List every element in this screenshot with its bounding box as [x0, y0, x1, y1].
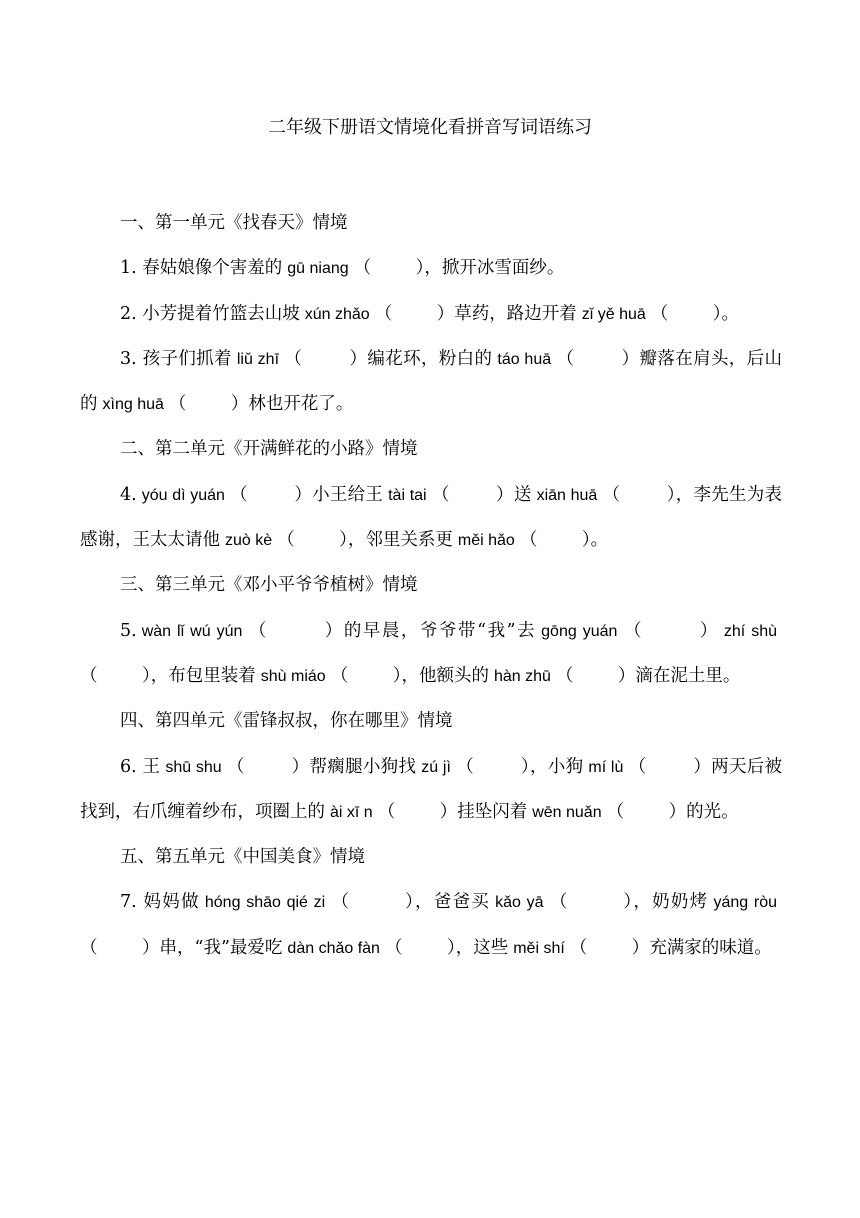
paragraph-text: ，爸爸买	[415, 892, 491, 913]
answer-blank[interactable]: （ ）	[384, 937, 456, 958]
answer-blank[interactable]: （ ）	[247, 620, 344, 641]
question-7	[80, 880, 782, 971]
paragraph-text: 四、第四单元《雷锋叔叔，你在哪里》情境	[120, 711, 453, 732]
worksheet-body	[80, 201, 782, 971]
pinyin-prompt: kǎo yā	[495, 894, 544, 912]
paragraph-text: 2. 小芳提着竹篮去山坡	[120, 303, 300, 324]
answer-blank[interactable]: （ ）	[330, 665, 402, 686]
answer-blank[interactable]: （ ）	[555, 665, 636, 686]
worksheet-title: 二年级下册语文情境化看拼音写词语练习	[268, 117, 592, 138]
pinyin-prompt: shù miáo	[260, 667, 326, 685]
pinyin-prompt: xún zhǎo	[304, 305, 370, 323]
pinyin-prompt: wēn nuǎn	[532, 803, 602, 821]
answer-blank[interactable]: （ ）	[556, 348, 640, 369]
paragraph-text: 挂坠闪着	[457, 801, 528, 822]
question-1	[80, 246, 782, 291]
answer-blank[interactable]: （ ）	[226, 756, 310, 777]
answer-blank[interactable]: （ ）	[650, 303, 722, 324]
answer-blank[interactable]: （ ）	[374, 303, 455, 324]
unit-1-heading	[80, 201, 782, 246]
paragraph-text: ，布包里装着	[150, 665, 256, 686]
answer-blank[interactable]: （ ）	[569, 937, 650, 958]
paragraph-text: 。	[590, 530, 609, 551]
paragraph-text: 二、第二单元《开满鲜花的小路》情境	[120, 439, 418, 460]
paragraph-text: ，掀开冰雪面纱。	[424, 258, 565, 279]
answer-blank[interactable]: （ ）	[229, 484, 313, 505]
answer-blank[interactable]: （ ）	[622, 620, 719, 641]
paragraph-text: 瓣落在肩头，后山的	[80, 348, 782, 415]
pinyin-prompt: gōng yuán	[541, 622, 618, 640]
answer-blank[interactable]: （ ）	[519, 530, 591, 551]
answer-blank[interactable]: （ ）	[330, 892, 416, 913]
answer-blank[interactable]: （ ）	[168, 394, 249, 415]
paragraph-text: 1. 春姑娘像个害羞的	[120, 258, 283, 279]
paragraph-text: 充满家的味道。	[649, 937, 772, 958]
paragraph-text: 五、第五单元《中国美食》情境	[120, 847, 365, 868]
answer-blank[interactable]: （ ）	[377, 801, 458, 822]
paragraph-text: 三、第三单元《邓小平爷爷植树》情境	[120, 575, 418, 596]
paragraph-text: ，奶奶烤	[633, 892, 709, 913]
answer-blank[interactable]: （ ）	[284, 348, 368, 369]
answer-blank[interactable]: （ ）	[606, 801, 687, 822]
unit-4-heading	[80, 699, 782, 744]
pinyin-prompt: tài tai	[388, 486, 427, 504]
pinyin-prompt: xiān huā	[536, 486, 598, 504]
answer-blank[interactable]: （ ）	[455, 756, 530, 777]
pinyin-prompt: měi hǎo	[457, 532, 515, 550]
pinyin-prompt: zú jì	[421, 758, 451, 776]
paragraph-text: 的光。	[686, 801, 739, 822]
paragraph-text: ，小狗	[529, 756, 584, 777]
pinyin-prompt: xìng huā	[102, 396, 164, 414]
pinyin-prompt: yáng ròu	[713, 894, 778, 912]
unit-5-heading	[80, 835, 782, 880]
paragraph-text: 草药，路边开着	[454, 303, 577, 324]
paragraph-text: 一、第一单元《找春天》情境	[120, 213, 348, 233]
unit-2-heading	[80, 427, 782, 472]
pinyin-prompt: mí lù	[588, 758, 624, 776]
paragraph-text: 的早晨，爷爷带“我”去	[343, 620, 537, 641]
question-2	[80, 292, 782, 337]
paragraph-text: 林也开花了。	[248, 394, 354, 415]
paragraph-text: 串，“我”最爱吃	[159, 937, 283, 958]
pinyin-prompt: hóng shāo qié zi	[204, 894, 326, 912]
answer-blank[interactable]: （ ）	[628, 756, 712, 777]
paragraph-text: ，邻里关系更	[347, 530, 453, 551]
pinyin-prompt: gū niang	[287, 260, 349, 278]
pinyin-prompt: wàn lǐ wú yún	[141, 622, 243, 640]
answer-blank[interactable]: （ ）	[602, 484, 676, 505]
question-3	[80, 337, 782, 428]
answer-blank[interactable]: （ ）	[277, 530, 348, 551]
pinyin-prompt: dàn chǎo fàn	[287, 939, 380, 957]
paragraph-text: 小王给王	[312, 484, 384, 505]
paragraph-text: 帮瘸腿小狗找	[309, 756, 417, 777]
pinyin-prompt: zuò kè	[225, 532, 273, 550]
pinyin-prompt: liǔ zhī	[236, 350, 280, 368]
paragraph-text: ，李先生为表感谢，王太太请他	[80, 484, 782, 551]
paragraph-text: 。	[721, 303, 740, 324]
unit-3-heading	[80, 563, 782, 608]
answer-blank[interactable]: （ ）	[80, 665, 151, 686]
question-4	[80, 473, 782, 564]
paragraph-text: ，这些	[455, 937, 509, 958]
paragraph-text: 送	[513, 484, 532, 505]
paragraph-text: 两天后被找到，右爪缠着纱布，项圈上的	[80, 756, 783, 822]
pinyin-prompt: táo huā	[497, 350, 552, 368]
pinyin-prompt: hàn zhū	[493, 667, 551, 685]
pinyin-prompt: zǐ yě huā	[581, 305, 646, 323]
pinyin-prompt: shū shu	[165, 758, 222, 776]
answer-blank[interactable]: （ ）	[431, 484, 514, 505]
answer-blank[interactable]: （ ）	[80, 937, 160, 958]
pinyin-prompt: yóu dì yuán	[141, 486, 225, 504]
pinyin-prompt: ài xī n	[330, 803, 373, 821]
question-5	[80, 609, 782, 700]
answer-blank[interactable]: （ ）	[353, 258, 425, 279]
pinyin-prompt: zhí shù	[723, 622, 777, 640]
paragraph-text: 6. 王	[120, 756, 161, 777]
paragraph-text: 5.	[120, 620, 137, 641]
paragraph-text: 3. 孩子们抓着	[120, 348, 232, 369]
paragraph-text: 4.	[120, 484, 137, 505]
question-6	[80, 745, 782, 836]
answer-blank[interactable]: （ ）	[548, 892, 634, 913]
paragraph-text: 滴在泥土里。	[635, 665, 741, 686]
paragraph-text: 7. 妈妈做	[120, 892, 200, 913]
paragraph-text: ，他额头的	[401, 665, 489, 686]
pinyin-prompt: měi shí	[513, 939, 565, 957]
paragraph-text: 编花环，粉白的	[367, 348, 493, 369]
